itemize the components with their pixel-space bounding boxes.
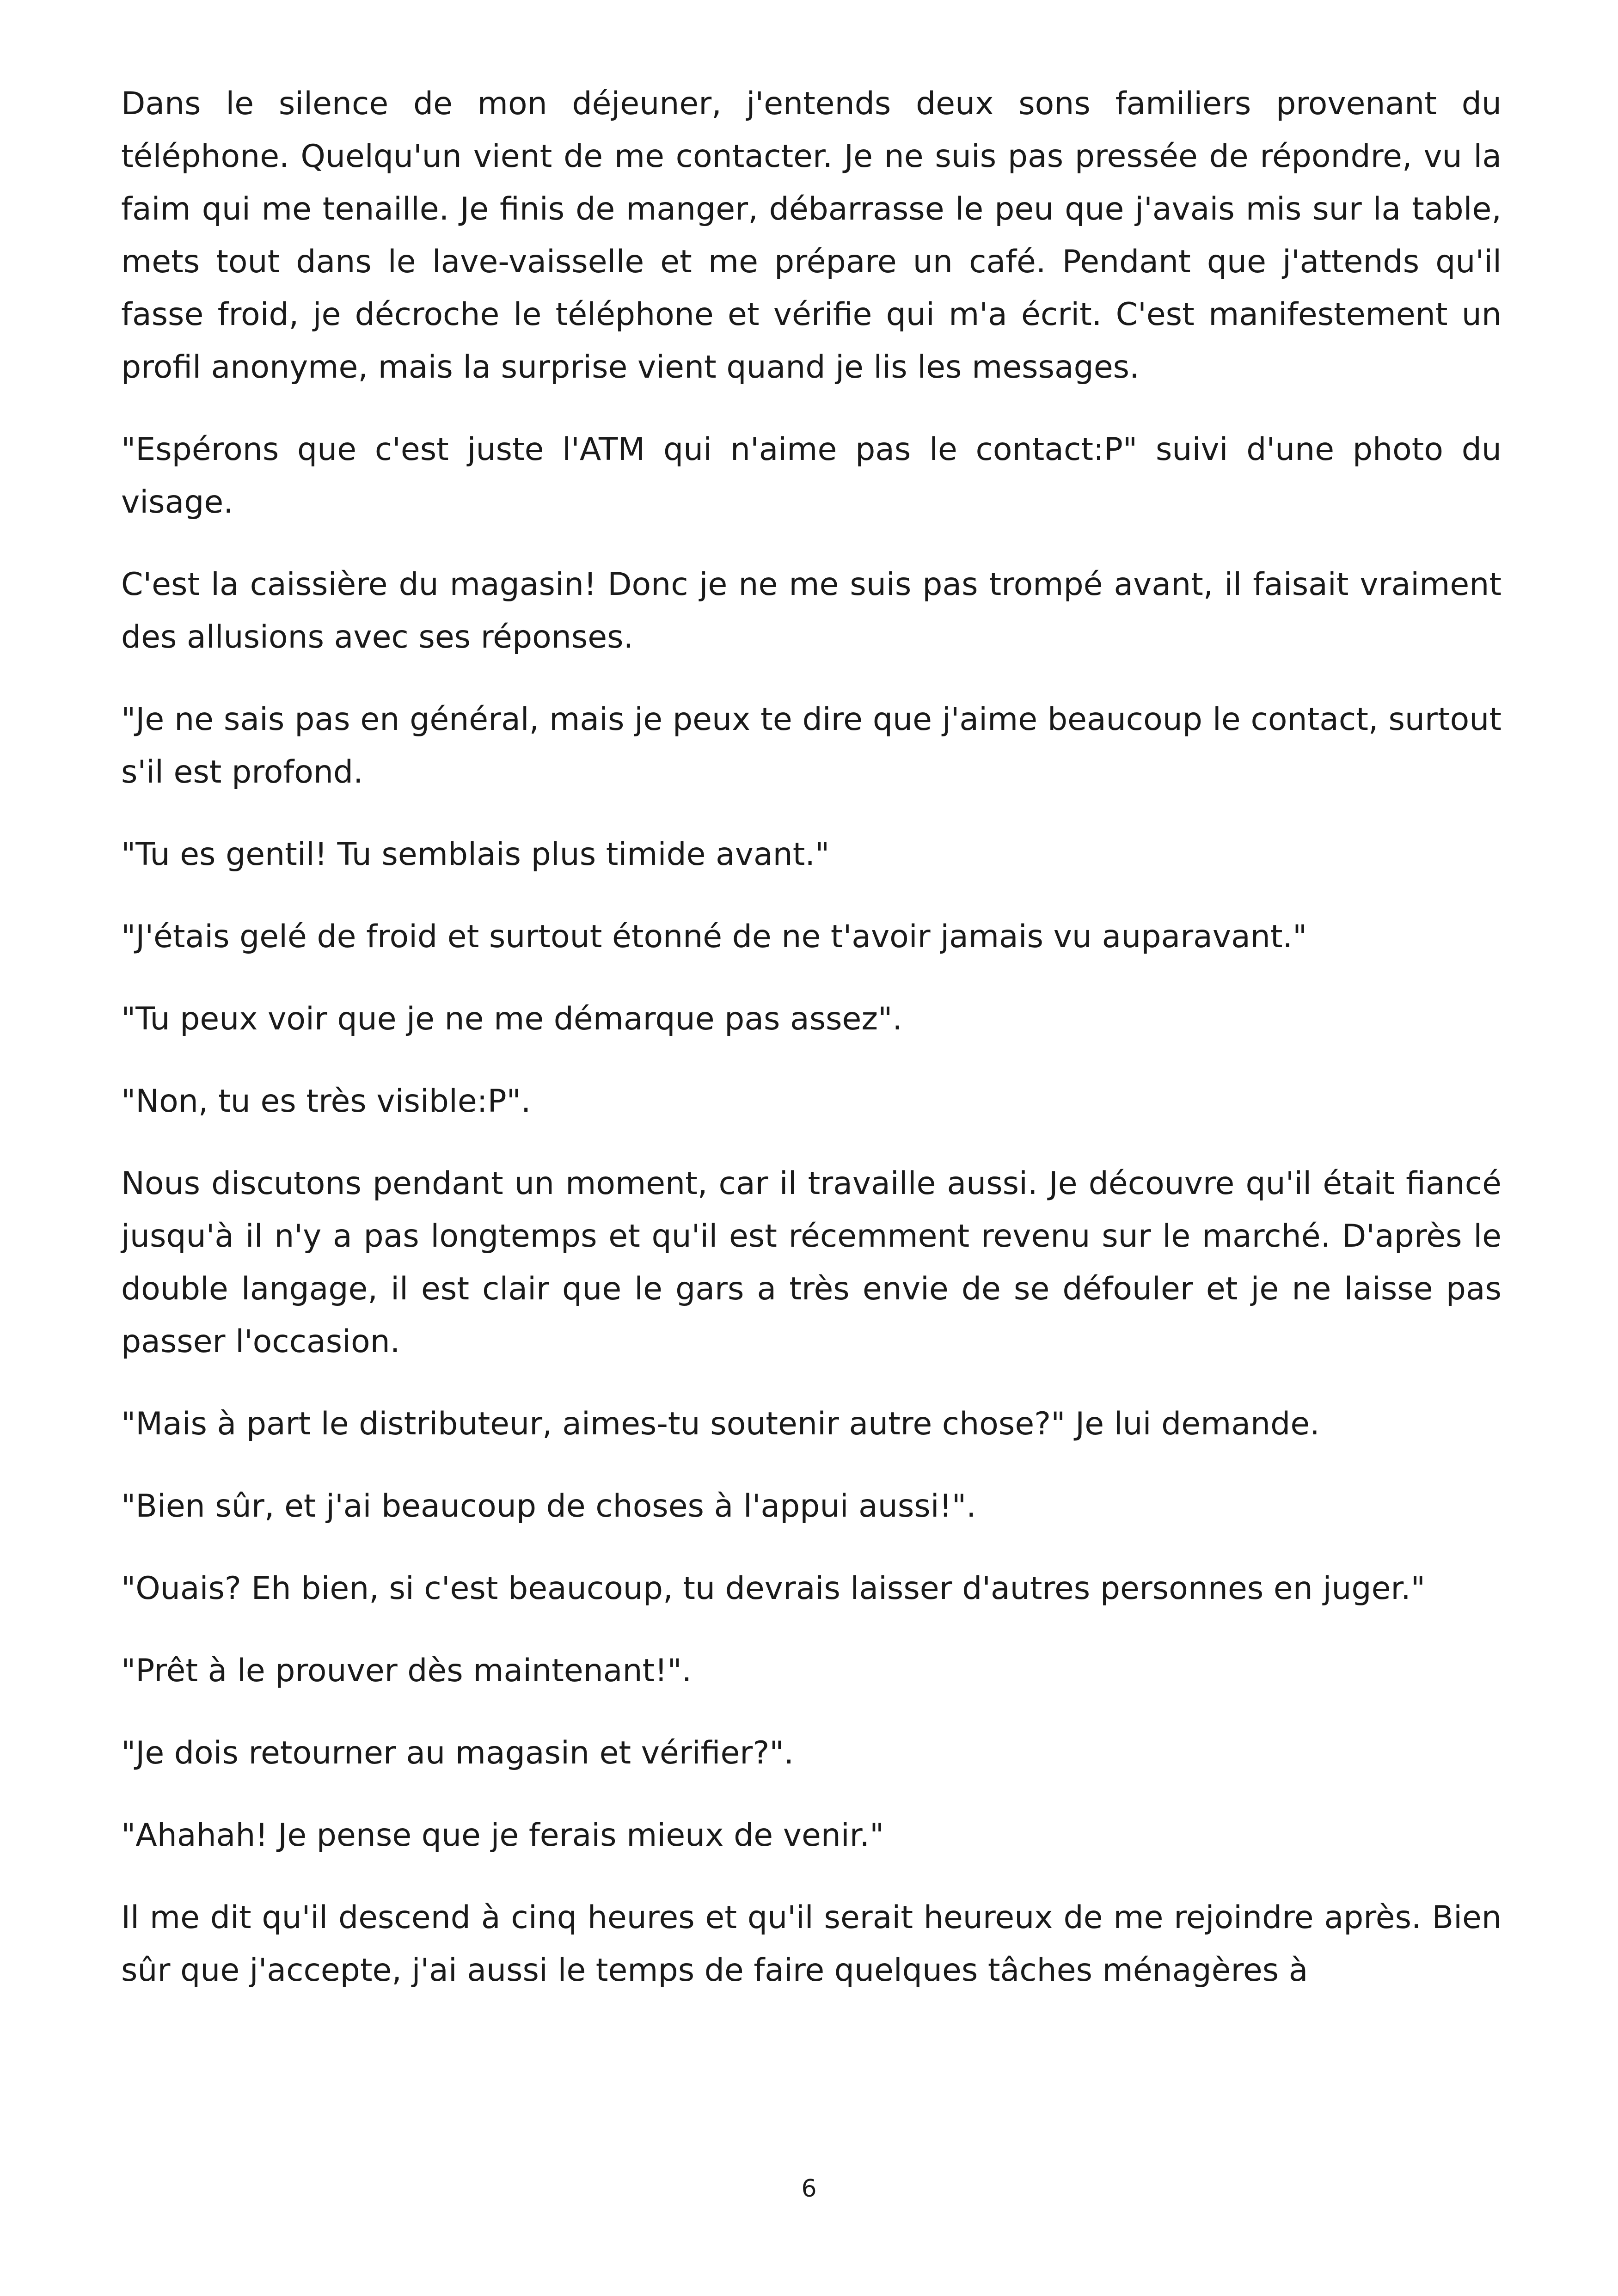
paragraph-16: Il me dit qu'il descend à cinq heures et qu'il serait heureux de me rejoindre après. Bien sûr que j'accepte, j'ai aussi le temps de faire quelques tâches ménagères à [121,1899,1502,1989]
paragraph-11: "Bien sûr, et j'ai beaucoup de choses à l'appui aussi!". [121,1488,976,1525]
paragraph-10: "Mais à part le distributeur, aimes-tu soutenir autre chose?" Je lui demande. [121,1406,1320,1442]
page-number: 6 [801,2175,817,2203]
body-text [121,78,1502,2027]
paragraph-15: "Ahahah! Je pense que je ferais mieux de venir." [121,1817,884,1854]
paragraph-9: Nous discutons pendant un moment, car il travaille aussi. Je découvre qu'il était fiancé jusqu'à il n'y a pas longtemps et qu'il est récemment revenu sur le marché. D'après le double langage, il est clair que le gars a très envie de se défouler et je ne laisse pas passer l'occasion. [121,1165,1502,1360]
paragraph-5: "Tu es gentil! Tu semblais plus timide avant." [121,836,830,873]
paragraph-8: "Non, tu es très visible:P". [121,1083,531,1120]
paragraph-14: "Je dois retourner au magasin et vérifier?". [121,1735,794,1771]
paragraph-13: "Prêt à le prouver dès maintenant!". [121,1653,692,1689]
paragraph-7: "Tu peux voir que je ne me démarque pas assez". [121,1001,902,1037]
paragraph-1: Dans le silence de mon déjeuner, j'entends deux sons familiers provenant du téléphone. Quelqu'un vient de me contacter. Je ne suis pas pressée de répondre, vu la faim qui me tenaille. Je finis de manger, débarrasse le peu que j'avais mis sur la table, mets tout dans le lave-vaisselle et me prépare un café. Pendant que j'attends qu'il fasse froid, je décroche le téléphone et vérifie qui m'a écrit. C'est manifestement un profil anonyme, mais la surprise vient quand je lis les messages. [121,86,1502,386]
paragraph-4: "Je ne sais pas en général, mais je peux te dire que j'aime beaucoup le contact, surtout s'il est profond. [121,701,1502,790]
paragraph-6: "J'étais gelé de froid et surtout étonné de ne t'avoir jamais vu auparavant." [121,918,1307,955]
paragraph-3: C'est la caissière du magasin! Donc je ne me suis pas trompé avant, il faisait vraiment des allusions avec ses réponses. [121,566,1502,655]
paragraph-12: "Ouais? Eh bien, si c'est beaucoup, tu devrais laisser d'autres personnes en juger." [121,1570,1426,1607]
paragraph-2: "Espérons que c'est juste l'ATM qui n'aime pas le contact:P" suivi d'une photo du visage. [121,431,1502,520]
